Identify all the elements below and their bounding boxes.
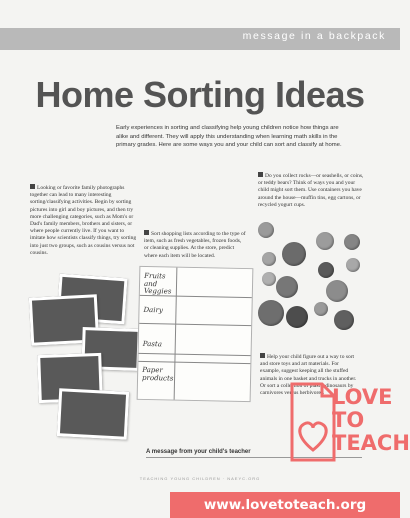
tip-toys: Help your child figure out a way to sort and store toys and art materials. For example, suggest keeping all the stuffed animals in one basket and trucks in another. Or sort a collection of plastic dinosaurs by carnivores versus herbivores.: [260, 354, 357, 397]
list-category: Fruits and Veggies: [143, 271, 172, 296]
button-image: [262, 252, 276, 266]
tip-collections: Do you collect rocks—or seashells, or coins, or teddy bears? Think of ways you and your child might sort them. Use containers you have around the house—muffin tins, egg cartons, or recycled yogurt cups.: [258, 173, 364, 208]
bullet-icon: [260, 353, 265, 358]
button-image: [316, 232, 334, 250]
list-line: [138, 361, 250, 364]
button-image: [346, 258, 360, 272]
button-image: [262, 272, 276, 286]
list-line: [139, 353, 251, 356]
button-image: [282, 242, 306, 266]
tip-shopping-lists: Sort shopping lists according to the type of item, such as fresh vegetables, frozen foods, or cleaning supplies. At the store, predict where each item will be located.: [144, 231, 246, 259]
bullet-icon: [258, 172, 263, 177]
button-image: [258, 300, 284, 326]
tip-family-photos: Looking or favorite family photographs together can lead to many interesting sorting/classifying activities. Begin by sorting pictures into girl and boy pictures, and then try more challenging categories, such as Mom's or Dad's family members, brothers and sisters, or where people currently live. If you want to imitate how scientists classify things, try sorting into just two groups, such as cousins versus not cousins.: [30, 185, 137, 256]
button-image: [258, 222, 274, 238]
list-category: Paper products: [141, 365, 174, 383]
website-url[interactable]: www.lovetoteach.org: [203, 497, 367, 513]
bullet-icon: [30, 184, 35, 189]
shopping-list-card: [137, 266, 254, 402]
page-title: Home Sorting Ideas: [35, 74, 365, 115]
teacher-message-label: A message from your child's teacher: [146, 449, 251, 455]
button-image: [286, 306, 308, 328]
button-image: [318, 262, 334, 278]
logo-wordmark: LOVE TO TEACH: [332, 385, 410, 455]
intro-paragraph: Early experiences in sorting and classifying help young children notice how things are alike and different. They will apply this understanding when learning math skills in the primary grades. Here are some ways you and your child can sort and classify at home.: [116, 125, 342, 149]
button-image: [344, 234, 360, 250]
list-category: Pasta: [142, 339, 163, 349]
list-line: [139, 323, 251, 326]
button-image: [314, 302, 328, 316]
photo-image: [57, 388, 129, 440]
list-category: Dairy: [143, 305, 163, 315]
list-divider: [174, 268, 178, 400]
button-image: [326, 280, 348, 302]
button-image: [276, 276, 298, 298]
button-image: [334, 310, 354, 330]
series-label: message in a backpack: [242, 30, 386, 42]
page-footer: TEACHING YOUNG CHILDREN · NAEYC.ORG: [139, 476, 261, 481]
bullet-icon: [144, 230, 149, 235]
